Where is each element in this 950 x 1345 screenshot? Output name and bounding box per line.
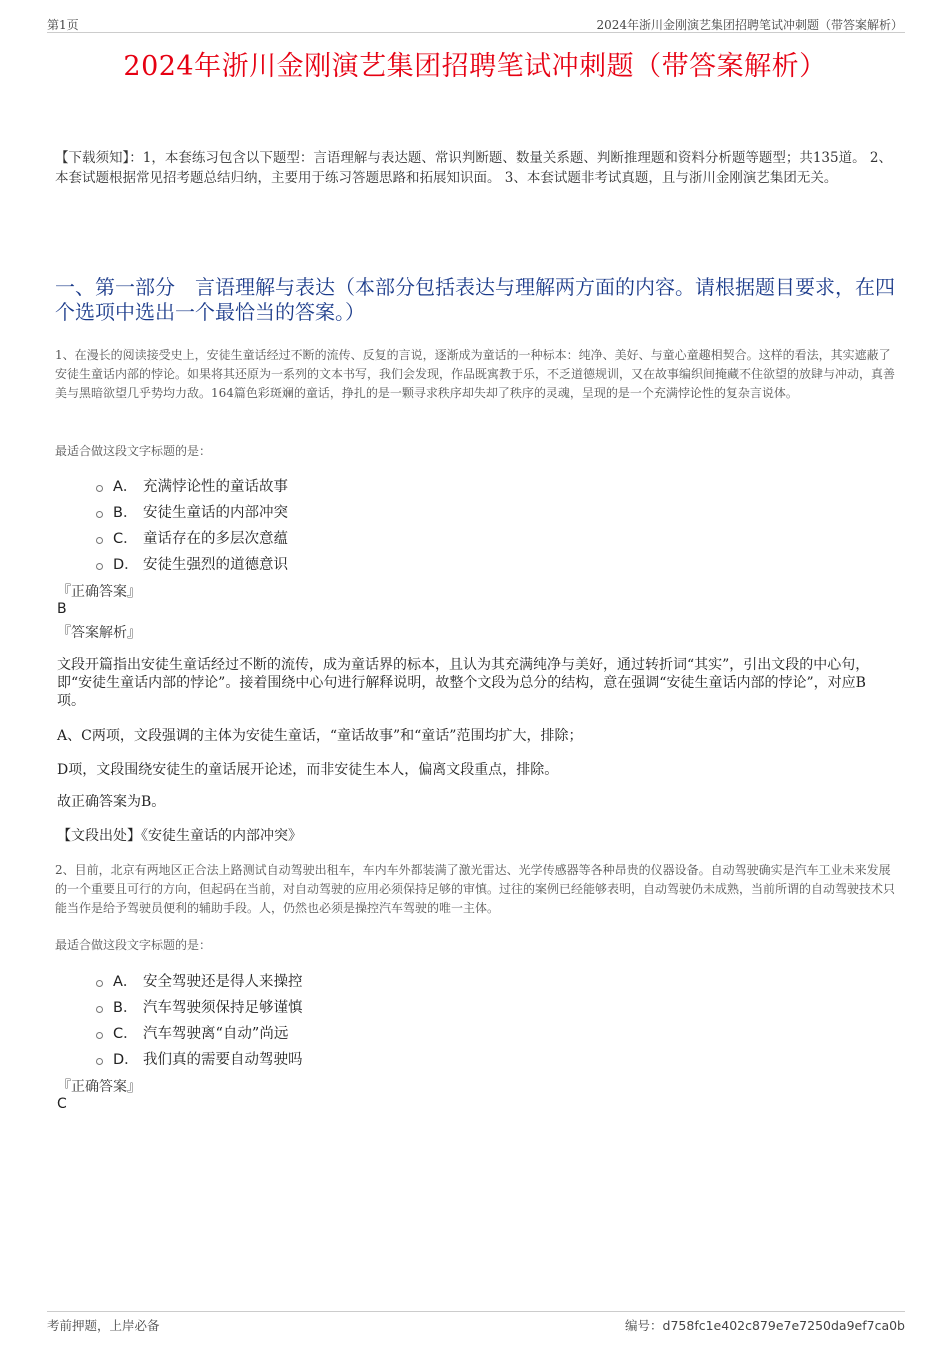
section-heading: 一、第一部分 言语理解与表达（本部分包括表达与理解两方面的内容。请根据题目要求，在四个选项中选出一个最恰当的答案。） xyxy=(55,275,895,324)
option-c[interactable]: C． 汽车驾驶离“自动”尚远 xyxy=(96,1019,303,1045)
radio-icon[interactable] xyxy=(96,980,103,987)
option-a[interactable]: A． 充满悖论性的童话故事 xyxy=(96,472,288,498)
analysis-paragraph: 文段开篇指出安徒生童话经过不断的流传，成为童话界的标本，且认为其充满纯净与美好，通过转折词“其实”，引出文段的中心句，即“安徒生童话内部的悖论”。接着围绕中心句进行解释说明，故整个文段为总分的结构，意在强调“安徒生童话内部的悖论”，对应B项。 xyxy=(57,657,870,709)
radio-icon[interactable] xyxy=(96,1058,103,1065)
radio-icon[interactable] xyxy=(96,1032,103,1039)
question-1-text: 1、在漫长的阅读接受史上，安徒生童话经过不断的流传、反复的言说，逐渐成为童话的一种标本：纯净、美好、与童心童趣相契合。这样的看法，其实遮蔽了安徒生童话内部的悖论。如果将其还原为一系列的文本书写，我们会发现，作品既寓教于乐，不乏道德规训，又在故事编织间掩藏不住欲望的放肆与冲动，真善美与黑暗欲望几乎势均力敌。164篇色彩斑斓的童话，挣扎的是一颗寻求秩序却失却了秩序的灵魂，呈现的是一个充满悖论性的复杂言说体。 xyxy=(55,348,896,400)
source-note: 【文段出处】《安徒生童话的内部冲突》 xyxy=(57,828,302,844)
page-number: 第1页 xyxy=(47,18,79,32)
document-title: 2024年浙川金刚演艺集团招聘笔试冲刺题（带答案解析） xyxy=(123,51,827,82)
analysis-label: 『答案解析』 xyxy=(57,625,141,641)
analysis-conclusion: 故正确答案为B。 xyxy=(57,794,166,810)
question-2-prompt: 最适合做这段文字标题的是： xyxy=(55,938,212,952)
radio-icon[interactable] xyxy=(96,511,103,518)
option-b[interactable]: B． 汽车驾驶须保持足够谨慎 xyxy=(96,993,303,1019)
download-notice: 【下载须知】：1，本套练习包含以下题型：言语理解与表达题、常识判断题、数量关系题、判断推理题和资料分析题等题型；共135道。 2、本套试题根据常见招考题总结归纳，主要用于练习答题思路和拓展知识面。 3、本套试题非考试真题，且与浙川金刚演艺集团无关。 xyxy=(55,150,892,186)
answer-label: 『正确答案』 xyxy=(57,584,141,600)
question-1-prompt: 最适合做这段文字标题的是： xyxy=(55,444,212,458)
option-a[interactable]: A． 安全驾驶还是得人来操控 xyxy=(96,967,303,993)
answer-label: 『正确答案』 xyxy=(57,1079,141,1095)
answer-value: C xyxy=(57,1096,67,1112)
option-d[interactable]: D． 我们真的需要自动驾驶吗 xyxy=(96,1045,303,1071)
option-d[interactable]: D． 安徒生强烈的道德意识 xyxy=(96,550,288,576)
analysis-paragraph: D项，文段围绕安徒生的童话展开论述，而非安徒生本人，偏离文段重点，排除。 xyxy=(57,762,559,778)
page-footer xyxy=(47,1311,905,1333)
page-header xyxy=(47,14,905,33)
question-1-options xyxy=(96,472,288,576)
footer-slogan: 考前押题，上岸必备 xyxy=(47,1318,160,1333)
answer-value: B xyxy=(57,601,67,617)
question-2-options xyxy=(96,967,303,1071)
option-b[interactable]: B． 安徒生童话的内部冲突 xyxy=(96,498,288,524)
header-doc-title: 2024年浙川金刚演艺集团招聘笔试冲刺题（带答案解析） xyxy=(596,18,903,32)
radio-icon[interactable] xyxy=(96,537,103,544)
option-c[interactable]: C． 童话存在的多层次意蕴 xyxy=(96,524,288,550)
question-2-text: 2、目前，北京有两地区正合法上路测试自动驾驶出租车，车内车外都装满了激光雷达、光学传感器等各种昂贵的仪器设备。自动驾驶确实是汽车工业未来发展的一个重要且可行的方向，但起码在当前，对自动驾驶的应用必须保持足够的审慎。过往的案例已经能够表明，自动驾驶仍未成熟，当前所谓的自动驾驶技术只能当作是给予驾驶员便利的辅助手段。人，仍然也必须是操控汽车驾驶的唯一主体。 xyxy=(55,863,896,915)
analysis-paragraph: A、C两项，文段强调的主体为安徒生童话，“童话故事”和“童话”范围均扩大，排除； xyxy=(57,728,583,744)
document-code: 编号：d758fc1e402c879e7e7250da9ef7ca0b xyxy=(625,1318,905,1333)
radio-icon[interactable] xyxy=(96,485,103,492)
radio-icon[interactable] xyxy=(96,1006,103,1013)
radio-icon[interactable] xyxy=(96,563,103,570)
